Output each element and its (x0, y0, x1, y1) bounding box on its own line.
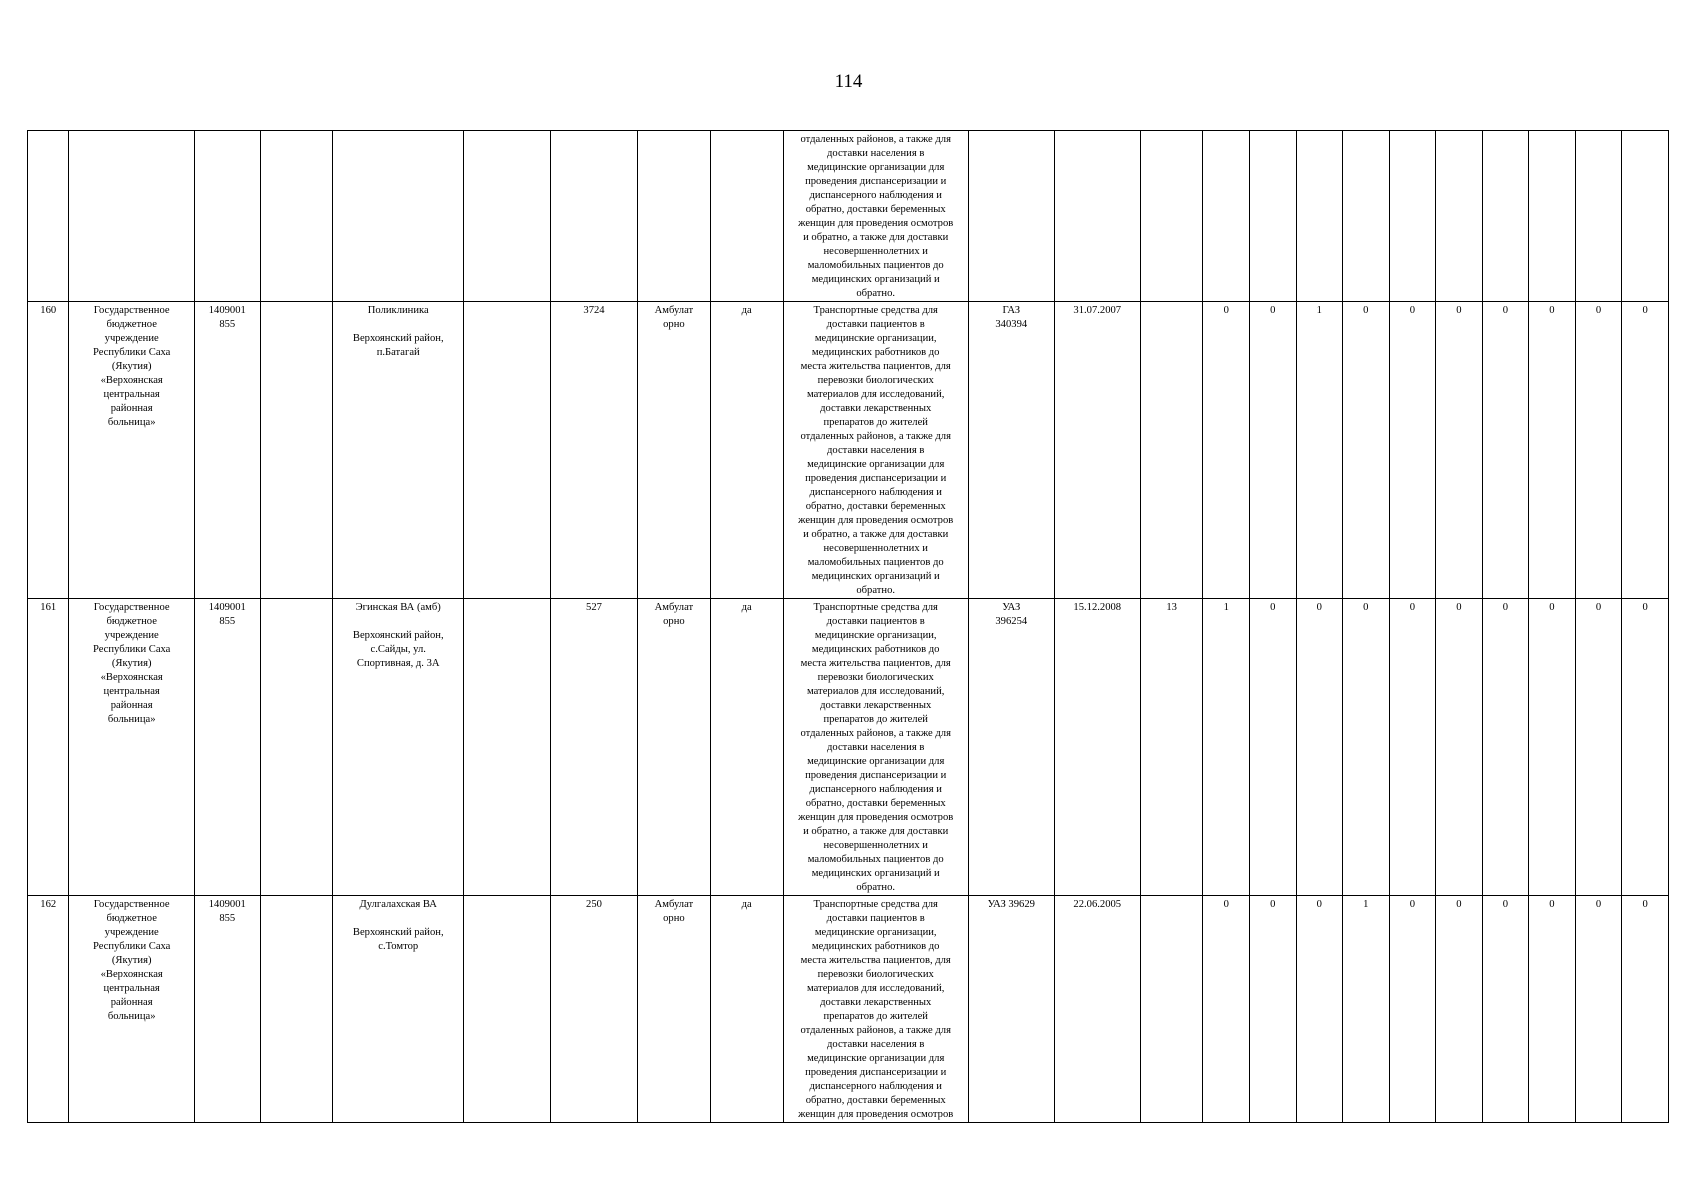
site-name: Поликлиника (367, 305, 429, 316)
cell-empty (1250, 131, 1297, 302)
text-line: Верхоянский район, (352, 630, 444, 641)
text-line: маломобильных пациентов до (807, 557, 944, 568)
text-line: доставки населения в (827, 148, 925, 159)
inn-cell (194, 896, 260, 1123)
text-line: центральная (103, 389, 160, 400)
count-cell: 0 (1250, 599, 1297, 896)
register-table (27, 130, 1669, 1123)
text-line: доставки населения в (827, 1039, 925, 1050)
inn-cell (194, 599, 260, 896)
care-type-cell (637, 302, 710, 599)
text-line: медицинские организации, (814, 333, 937, 344)
inn-cell (194, 302, 260, 599)
text-line: медицинские организации для (807, 756, 945, 767)
purpose-cell-continuation (783, 131, 968, 302)
count-cell: 0 (1622, 896, 1669, 1123)
count-cell: 0 (1575, 896, 1622, 1123)
text-line: женщин для проведения осмотров (798, 218, 954, 229)
text-line: женщин для проведения осмотров (798, 1109, 954, 1120)
text-line: отдаленных районов, а также для (800, 431, 951, 442)
text-line: больница» (107, 1011, 156, 1022)
text-line: материалов для исследований, (807, 983, 945, 994)
population-cell: 527 (550, 599, 637, 896)
count-cell: 0 (1482, 896, 1529, 1123)
text-line: обратно, доставки беременных (805, 1095, 946, 1106)
text-line: доставки пациентов в (826, 319, 925, 330)
population-cell: 3724 (550, 302, 637, 599)
cell-empty (1622, 131, 1669, 302)
text-line: «Верхоянская (100, 375, 163, 386)
text-line: УАЗ (1002, 602, 1021, 613)
text-line: проведения диспансеризации и (805, 473, 947, 484)
cell-empty (260, 599, 333, 896)
age-cell: 13 (1140, 599, 1203, 896)
count-cell: 1 (1296, 302, 1343, 599)
spacer (336, 318, 460, 332)
text-line: орно (663, 616, 685, 627)
text-line: УАЗ 39629 (987, 899, 1035, 910)
text-line: обратно, доставки беременных (805, 501, 946, 512)
text-line: медицинских организаций и (811, 274, 940, 285)
care-type-cell (637, 896, 710, 1123)
text-line: учреждение (104, 630, 159, 641)
count-cell: 1 (1343, 896, 1390, 1123)
text-line: (Якутия) (111, 361, 152, 372)
age-cell (1140, 302, 1203, 599)
text-line: «Верхоянская (100, 672, 163, 683)
text-line: препаратов до жителей (823, 1011, 928, 1022)
text-line: Республики Саха (92, 347, 171, 358)
count-cell: 0 (1389, 599, 1436, 896)
cell-empty (260, 896, 333, 1123)
text-line: больница» (107, 714, 156, 725)
cell-empty (69, 131, 194, 302)
text-line: медицинских работников до (811, 644, 940, 655)
text-line: обратно. (856, 882, 896, 893)
cell-empty (28, 131, 69, 302)
text-line: «Верхоянская (100, 969, 163, 980)
text-line: Амбулат (654, 602, 694, 613)
text-line: Транспортные средства для (813, 899, 938, 910)
spacer (336, 615, 460, 629)
text-line: доставки пациентов в (826, 913, 925, 924)
text-line: Республики Саха (92, 644, 171, 655)
table-row (28, 599, 1669, 896)
row-number-cell: 160 (28, 302, 69, 599)
text-line: 396254 (995, 616, 1028, 627)
text-line: районная (110, 700, 153, 711)
site-cell (333, 896, 464, 1123)
text-line: доставки населения в (827, 742, 925, 753)
cell-empty (968, 131, 1054, 302)
text-line: несовершеннолетних и (823, 543, 928, 554)
count-cell: 0 (1343, 302, 1390, 599)
count-cell: 0 (1250, 302, 1297, 599)
purpose-cell (783, 599, 968, 896)
cell-empty (1575, 131, 1622, 302)
text-line: Транспортные средства для (813, 602, 938, 613)
cell-empty (1296, 131, 1343, 302)
age-cell (1140, 896, 1203, 1123)
cell-empty (550, 131, 637, 302)
cell-empty (1140, 131, 1203, 302)
text-line: обратно, доставки беременных (805, 798, 946, 809)
text-line: медицинских работников до (811, 347, 940, 358)
text-line: перевозки биологических (817, 672, 934, 683)
text-line: 1409001 (208, 602, 246, 613)
count-cell: 0 (1529, 599, 1576, 896)
text-line: 855 (219, 616, 236, 627)
text-line: перевозки биологических (817, 969, 934, 980)
text-line: женщин для проведения осмотров (798, 515, 954, 526)
text-line: центральная (103, 686, 160, 697)
text-line: и обратно, а также для доставки (803, 826, 949, 837)
cell-empty (1389, 131, 1436, 302)
count-cell: 0 (1482, 302, 1529, 599)
text-line: отдаленных районов, а также для (800, 728, 951, 739)
site-name: Эгинская ВА (амб) (355, 602, 441, 613)
text-line: обратно, доставки беременных (805, 204, 946, 215)
purpose-cell (783, 896, 968, 1123)
count-cell: 0 (1389, 896, 1436, 1123)
text-line: препаратов до жителей (823, 417, 928, 428)
text-line: препаратов до жителей (823, 714, 928, 725)
text-line: с.Сайды, ул. (370, 644, 426, 655)
count-cell: 0 (1296, 896, 1343, 1123)
count-cell: 0 (1575, 599, 1622, 896)
text-line: 855 (219, 913, 236, 924)
text-line: проведения диспансеризации и (805, 1067, 947, 1078)
organization-cell (69, 302, 194, 599)
count-cell: 0 (1203, 302, 1250, 599)
table-body (28, 131, 1669, 1123)
text-line: материалов для исследований, (807, 389, 945, 400)
text-line: проведения диспансеризации и (805, 770, 947, 781)
count-cell: 0 (1250, 896, 1297, 1123)
cell-empty (710, 131, 783, 302)
flag-cell: да (710, 302, 783, 599)
text-line: маломобильных пациентов до (807, 260, 944, 271)
count-cell: 0 (1529, 896, 1576, 1123)
flag-cell: да (710, 599, 783, 896)
text-line: 1409001 (208, 305, 246, 316)
text-line: места жительства пациентов, для (800, 361, 951, 372)
count-cell: 0 (1436, 302, 1483, 599)
text-line: Амбулат (654, 305, 694, 316)
site-name: Дулгалахская ВА (359, 899, 437, 910)
count-cell: 1 (1203, 599, 1250, 896)
text-line: Спортивная, д. 3А (356, 658, 440, 669)
text-line: и обратно, а также для доставки (803, 232, 949, 243)
date-cell: 22.06.2005 (1054, 896, 1140, 1123)
text-line: Верхоянский район, (352, 927, 444, 938)
page-number: 114 (834, 71, 863, 92)
text-line: обратно. (856, 288, 896, 299)
text-line: 340394 (995, 319, 1028, 330)
care-type-cell (637, 599, 710, 896)
text-line: ГАЗ (1002, 305, 1021, 316)
cell-empty (1203, 131, 1250, 302)
text-line: больница» (107, 417, 156, 428)
text-line: материалов для исследований, (807, 686, 945, 697)
count-cell: 0 (1436, 896, 1483, 1123)
text-line: медицинских организаций и (811, 868, 940, 879)
count-cell: 0 (1296, 599, 1343, 896)
table-row (28, 896, 1669, 1123)
text-line: (Якутия) (111, 955, 152, 966)
text-line: обратно. (856, 585, 896, 596)
text-line: медицинские организации для (807, 162, 945, 173)
count-cell: 0 (1343, 599, 1390, 896)
text-line: (Якутия) (111, 658, 152, 669)
vehicle-cell (968, 302, 1054, 599)
text-line: Государственное (93, 602, 170, 613)
cell-empty (260, 302, 333, 599)
text-line: Республики Саха (92, 941, 171, 952)
cell-empty (260, 131, 333, 302)
cell-empty (1529, 131, 1576, 302)
text-line: диспансерного наблюдения и (809, 487, 942, 498)
continuation-row (28, 131, 1669, 302)
count-cell: 0 (1622, 302, 1669, 599)
purpose-cell (783, 302, 968, 599)
text-line: орно (663, 913, 685, 924)
text-line: отдаленных районов, а также для (800, 134, 951, 145)
text-line: районная (110, 403, 153, 414)
count-cell: 0 (1389, 302, 1436, 599)
spacer (336, 912, 460, 926)
text-line: маломобильных пациентов до (807, 854, 944, 865)
cell-empty (463, 131, 550, 302)
row-number-cell: 162 (28, 896, 69, 1123)
text-line: места жительства пациентов, для (800, 955, 951, 966)
population-cell: 250 (550, 896, 637, 1123)
text-line: медицинские организации для (807, 1053, 945, 1064)
count-cell: 0 (1203, 896, 1250, 1123)
text-line: Амбулат (654, 899, 694, 910)
text-line: орно (663, 319, 685, 330)
text-line: женщин для проведения осмотров (798, 812, 954, 823)
text-line: районная (110, 997, 153, 1008)
cell-empty (637, 131, 710, 302)
site-cell (333, 302, 464, 599)
text-line: Государственное (93, 305, 170, 316)
text-line: медицинские организации, (814, 630, 937, 641)
vehicle-cell (968, 896, 1054, 1123)
row-number-cell: 161 (28, 599, 69, 896)
cell-empty (463, 599, 550, 896)
text-line: доставки населения в (827, 445, 925, 456)
date-cell: 31.07.2007 (1054, 302, 1140, 599)
count-cell: 0 (1436, 599, 1483, 896)
text-line: 1409001 (208, 899, 246, 910)
flag-cell: да (710, 896, 783, 1123)
count-cell: 0 (1529, 302, 1576, 599)
text-line: медицинские организации для (807, 459, 945, 470)
cell-empty (463, 896, 550, 1123)
text-line: отдаленных районов, а также для (800, 1025, 951, 1036)
text-line: бюджетное (106, 319, 157, 330)
cell-empty (1436, 131, 1483, 302)
text-line: Верхоянский район, (352, 333, 444, 344)
text-line: доставки пациентов в (826, 616, 925, 627)
text-line: п.Батагай (376, 347, 420, 358)
organization-cell (69, 896, 194, 1123)
text-line: доставки лекарственных (820, 997, 932, 1008)
cell-empty (194, 131, 260, 302)
count-cell: 0 (1575, 302, 1622, 599)
cell-empty (463, 302, 550, 599)
text-line: доставки лекарственных (820, 403, 932, 414)
text-line: и обратно, а также для доставки (803, 529, 949, 540)
text-line: учреждение (104, 333, 159, 344)
text-line: диспансерного наблюдения и (809, 1081, 942, 1092)
cell-empty (1343, 131, 1390, 302)
text-line: медицинские организации, (814, 927, 937, 938)
count-cell: 0 (1482, 599, 1529, 896)
text-line: места жительства пациентов, для (800, 658, 951, 669)
vehicle-cell (968, 599, 1054, 896)
text-line: бюджетное (106, 913, 157, 924)
text-line: несовершеннолетних и (823, 840, 928, 851)
text-line: диспансерного наблюдения и (809, 784, 942, 795)
cell-empty (1054, 131, 1140, 302)
text-line: бюджетное (106, 616, 157, 627)
table-row (28, 302, 1669, 599)
text-line: 855 (219, 319, 236, 330)
text-line: Государственное (93, 899, 170, 910)
text-line: центральная (103, 983, 160, 994)
count-cell: 0 (1622, 599, 1669, 896)
text-line: учреждение (104, 927, 159, 938)
date-cell: 15.12.2008 (1054, 599, 1140, 896)
organization-cell (69, 599, 194, 896)
text-line: Транспортные средства для (813, 305, 938, 316)
text-line: с.Томтор (378, 941, 419, 952)
text-line: несовершеннолетних и (823, 246, 928, 257)
text-line: доставки лекарственных (820, 700, 932, 711)
site-cell (333, 599, 464, 896)
text-line: медицинских организаций и (811, 571, 940, 582)
cell-empty (1482, 131, 1529, 302)
text-line: перевозки биологических (817, 375, 934, 386)
text-line: проведения диспансеризации и (805, 176, 947, 187)
cell-empty (333, 131, 464, 302)
text-line: диспансерного наблюдения и (809, 190, 942, 201)
text-line: медицинских работников до (811, 941, 940, 952)
